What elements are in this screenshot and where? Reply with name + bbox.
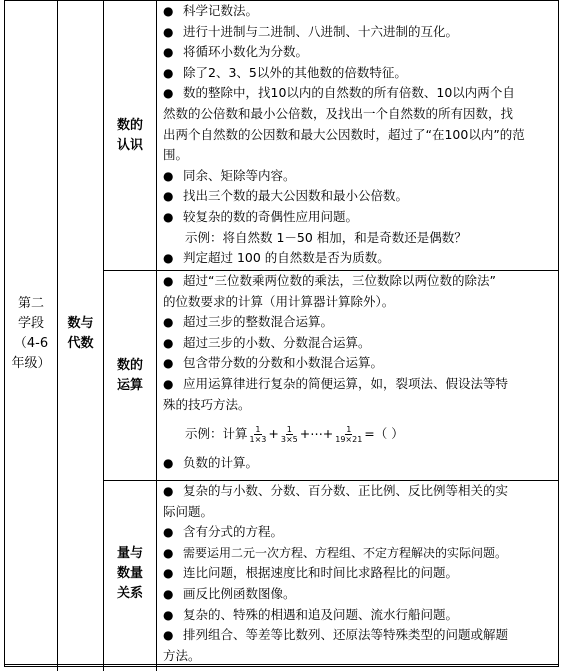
item-text: 超过“三位数乘两位数的乘法，三位数除以两位数的除法” (183, 273, 496, 288)
column-divider (57, 665, 58, 671)
bullet-icon: ● (163, 315, 174, 330)
item-text: 较复杂的数的奇偶性应用问题。 (183, 208, 359, 224)
item-text: 需要运用二元一次方程、方程组、不定方程解决的实际问题。 (183, 545, 508, 560)
column-divider (156, 665, 157, 671)
topic-title-line: 数的 (116, 357, 143, 373)
fraction-numerator: 1 (255, 424, 261, 434)
example-line: 示例：将自然数 1－50 相加，和是奇数还是偶数？ (185, 229, 467, 245)
item-text: 排列组合、等差等比数列、还原法等特殊类型的问题或解题 (183, 627, 509, 643)
column-divider (103, 665, 104, 671)
bullet-icon: ● (163, 456, 174, 471)
item-text: 同余、矩除等内容。 (183, 167, 296, 183)
item-text: 超过三步的整数混合运算。 (183, 314, 334, 330)
list-item-continuation: 殊的技巧方法。 (163, 396, 251, 412)
list-item (163, 353, 556, 374)
bullet-icon: ● (163, 274, 174, 288)
bullet-icon: ● (163, 24, 174, 39)
fraction-2 (281, 425, 298, 444)
item-text: 科学记数法。 (183, 3, 259, 18)
list-item-continuation: 围。 (163, 147, 189, 163)
list-item (163, 605, 556, 626)
bullet-icon: ● (163, 376, 174, 391)
item-text: 复杂的与小数、分数、百分数、正比例、反比例等相关的实 (183, 483, 509, 498)
bullet-icon: ● (163, 607, 174, 622)
bullet-icon: ● (163, 251, 174, 266)
stage-cell (5, 1, 58, 667)
fraction-example (163, 415, 556, 453)
item-text: 将循环小数化为分数。 (183, 44, 309, 60)
stage-line-1: 第二 (17, 295, 44, 311)
list-item (163, 207, 556, 228)
bullet-icon: ● (163, 586, 174, 601)
stage-line-4: 年级） (11, 355, 51, 371)
list-item (163, 248, 556, 269)
area-cell (58, 1, 104, 667)
item-text: 包含带分数的分数和小数混合运算。 (183, 355, 384, 371)
item-text: 进行十进制与二进制、八进制、十六进制的互化。 (183, 23, 459, 39)
item-text: 含有分式的方程。 (183, 524, 284, 540)
topic-title-line: 数量 (116, 565, 143, 581)
topic-number-operation (104, 271, 157, 481)
list-item-continuation: 然数的公倍数和最小公倍数，及找出一个自然数的所有因数，找 (163, 105, 514, 121)
item-text: 负数的计算。 (183, 455, 259, 471)
list-item (163, 63, 556, 84)
content-quantity-relation (157, 481, 559, 667)
bullet-icon: ● (163, 484, 174, 498)
list-item (163, 522, 556, 543)
bullet-icon: ● (163, 525, 174, 540)
list-item (163, 83, 556, 104)
list-item (163, 271, 556, 292)
list-item (163, 166, 556, 187)
bullet-icon: ● (163, 209, 174, 224)
area-line-2: 代数 (67, 335, 94, 351)
area-line-1: 数与 (67, 315, 94, 331)
topic-title-line: 量与 (116, 545, 143, 561)
bullet-icon: ● (163, 356, 174, 371)
list-item (163, 584, 556, 605)
fraction-numerator: 1 (286, 424, 292, 434)
list-item (163, 563, 556, 584)
topic-title-line: 运算 (116, 377, 143, 393)
fraction-denominator: 19×21 (335, 434, 363, 444)
bullet-icon: ● (163, 566, 174, 581)
item-text: 复杂的、特殊的相遇和追及问题、流水行船问题。 (183, 606, 459, 622)
example-suffix: =（ ） (364, 425, 404, 441)
fraction-3 (335, 425, 362, 444)
topic-quantity-relation (104, 481, 157, 667)
list-item (163, 481, 556, 502)
list-item (163, 333, 556, 354)
item-text: 连比问题，根据速度比和时间比求路程比的问题。 (183, 565, 459, 581)
list-item-continuation: 方法。 (163, 647, 201, 663)
bullet-icon: ● (163, 45, 174, 60)
bullet-icon: ● (163, 168, 174, 183)
stage-line-2: 学段 (17, 315, 44, 331)
item-text: 超过三步的小数、分数混合运算。 (183, 334, 371, 350)
topic-title-line: 认识 (116, 137, 143, 153)
list-item-continuation: 的位数要求的计算（用计算器计算除外）。 (163, 293, 395, 309)
bullet-icon: ● (163, 545, 174, 560)
item-text: 数的整除中，找10以内的自然数的所有倍数、10以内两个自 (183, 85, 515, 101)
fraction-1 (250, 425, 267, 444)
plus-sign: + (268, 425, 279, 441)
example-prefix: 示例：计算 (185, 425, 248, 441)
stage-line-3: （4-6 (13, 335, 49, 351)
list-item-continuation: 出两个自然数的公因数和最大公因数时，超过了“在100以内”的范 (163, 126, 525, 142)
list-item-continuation: 际问题。 (163, 503, 214, 519)
content-number-operation (157, 271, 559, 481)
list-item (163, 42, 556, 63)
fraction-denominator: 1×3 (249, 434, 267, 444)
curriculum-table (4, 0, 559, 667)
list-item (163, 453, 556, 474)
list-item (163, 625, 556, 646)
topic-number-recognition (104, 1, 157, 271)
bullet-icon: ● (163, 4, 174, 18)
bullet-icon: ● (163, 189, 174, 204)
fraction-numerator: 1 (346, 424, 352, 434)
fraction-denominator: 3×5 (280, 434, 298, 444)
topic-title-line: 关系 (116, 585, 143, 601)
item-text: 画反比例函数图像。 (183, 585, 296, 601)
item-text: 除了2、3、5以外的其他数的倍数特征。 (183, 64, 407, 80)
bullet-icon: ● (163, 335, 174, 350)
list-item (163, 1, 556, 22)
bullet-icon: ● (163, 65, 174, 80)
list-item (163, 186, 556, 207)
item-text: 判定超过 100 的自然数是否为质数。 (183, 250, 390, 266)
topic-title-line: 数的 (116, 117, 143, 133)
bullet-icon: ● (163, 86, 174, 101)
content-number-recognition (157, 1, 559, 271)
item-text: 应用运算律进行复杂的简便运算，如，裂项法、假设法等特 (183, 375, 509, 391)
item-text: 找出三个数的最大公因数和最小公倍数。 (183, 188, 409, 204)
list-item (163, 543, 556, 564)
list-item (163, 312, 556, 333)
list-item (163, 22, 556, 43)
bullet-icon: ● (163, 628, 174, 643)
ellipsis-sum: +⋯+ (299, 425, 334, 441)
list-item (163, 374, 556, 395)
